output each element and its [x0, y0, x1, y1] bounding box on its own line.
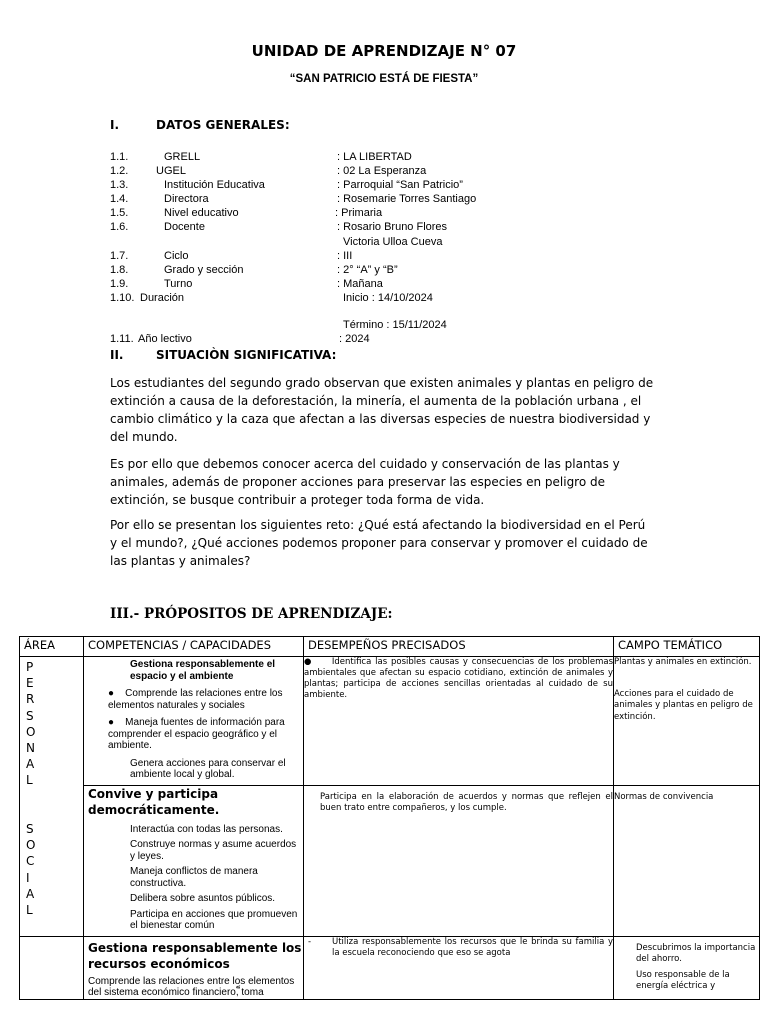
- row-value: : Rosemarie Torres Santiago: [337, 193, 477, 205]
- campo-item: Descubrimos la importancia del ahorro.: [636, 942, 756, 964]
- area-letter: O: [26, 838, 36, 853]
- general-data-row: [110, 193, 670, 207]
- competencia-cell: [84, 936, 304, 999]
- column-header-desempenos: DESEMPEÑOS PRECISADOS: [304, 637, 614, 657]
- row-number: 1.6.: [110, 221, 129, 233]
- capacidad-text: Maneja fuentes de información para comprender el espacio geográfico y el ambiente.: [108, 717, 285, 751]
- row-value: : 2° “A” y “B”: [337, 264, 398, 276]
- row-number: 1.9.: [110, 278, 129, 290]
- desempeno-item: [308, 937, 613, 959]
- capacidad-text: Comprende las relaciones entre los elementos naturales y sociales: [108, 688, 283, 711]
- row-number: 1.1.: [110, 151, 129, 163]
- row-value: : Primaria: [335, 207, 383, 219]
- area-letter: N: [26, 741, 35, 756]
- campo-cell: [614, 936, 760, 999]
- row-value: : Rosario Bruno Flores: [337, 221, 448, 233]
- competencia-title: Convive y participa democráticamente.: [88, 786, 220, 817]
- row-label: Ciclo: [164, 250, 189, 262]
- general-data-row: [110, 207, 670, 221]
- table-row: [20, 936, 760, 999]
- desempeno-cell: Participa en la elaboración de acuerdos y normas que reflejen el buen trato entre compañeros, y los cumple.: [304, 785, 614, 936]
- row-value: : 02 La Esperanza: [337, 165, 427, 177]
- area-letter: P: [26, 660, 34, 674]
- column-header-area: ÁREA: [20, 637, 84, 657]
- column-header-campo: CAMPO TEMÁTICO: [614, 637, 760, 657]
- capacidad-item: Genera acciones para conservar el ambiente local y global.: [130, 757, 286, 780]
- section-title: DATOS GENERALES:: [156, 118, 290, 132]
- row-number: 1.7.: [110, 250, 129, 262]
- general-data-row: [110, 151, 670, 165]
- bullet-icon: ●: [108, 688, 115, 699]
- row-number: 1.4.: [110, 193, 129, 205]
- learning-purposes-table: [19, 636, 760, 1000]
- row-value: : Mañana: [337, 278, 383, 290]
- area-letter: L: [26, 773, 33, 788]
- bullet-icon: ●: [304, 657, 313, 667]
- unit-title: UNIDAD DE APRENDIZAJE N° 07: [251, 42, 517, 60]
- section-number: II.: [110, 348, 124, 362]
- area-letter: S: [26, 708, 34, 723]
- row-label: Grado y sección: [164, 264, 244, 276]
- area-cell: [20, 936, 84, 999]
- row-label: GRELL: [164, 151, 201, 163]
- section-datos-generales-heading: [110, 118, 290, 132]
- row-number: 1.2.: [110, 165, 129, 177]
- capacidad-item: [84, 717, 303, 752]
- dash-icon: -: [308, 936, 312, 947]
- desempeno-text: Identifica las posibles causas y consecuencias de los problemas ambientales que afectan su espacio cotidiano, extinción de animales y plantas; participa de acciones sencillas orientadas al cuidado de su ambiente.: [304, 657, 614, 700]
- row-number: 1.5.: [110, 207, 129, 219]
- unit-subtitle: “SAN PATRICIO ESTÁ DE FIESTA”: [289, 73, 479, 85]
- area-letter: O: [26, 724, 36, 739]
- area-letter: A: [26, 886, 35, 901]
- area-vertical-label: [26, 659, 35, 918]
- capacidad-item: Delibera sobre asuntos públicos.: [130, 893, 276, 904]
- row-number: 1.3.: [110, 179, 129, 191]
- campo-cell: [614, 785, 760, 936]
- capacidad-item: Comprende las relaciones entre los elementos del sistema económico financiero, ็toma: [88, 975, 295, 998]
- general-data-row: [110, 278, 670, 292]
- desempeno-text: Utiliza responsablemente los recursos que le brinda su familia y la escuela reconociendo que eso se agota: [332, 936, 613, 958]
- campo-item: Normas de convivencia: [614, 791, 714, 802]
- row-value: : 2024: [339, 333, 370, 345]
- area-letter: E: [26, 676, 34, 691]
- row-label: UGEL: [156, 165, 186, 177]
- general-data-row: [110, 221, 670, 235]
- table-row: [20, 785, 760, 936]
- competencia-title: Gestiona responsablemente el espacio y el ambiente: [130, 659, 276, 682]
- general-data-row: [110, 292, 670, 306]
- situation-paragraph: Los estudiantes del segundo grado observan que existen animales y plantas en peligro de extinción a causa de la deforestación, la minería, el aumenta de la población urbana , el cambio climático y la caza que afectan a las diversas especies de nuestra biodiversidad y del mundo.: [110, 376, 654, 444]
- area-letter: R: [26, 692, 35, 707]
- row-label: Docente: [164, 221, 205, 233]
- general-data-row: [110, 333, 670, 347]
- general-data-row: [110, 179, 670, 193]
- row-label: Directora: [164, 193, 209, 205]
- row-number: 1.11.: [110, 333, 134, 345]
- desempeno-cell: [304, 657, 614, 786]
- area-spacer: [26, 805, 35, 821]
- campo-item: Acciones para el cuidado de animales y plantas en peligro de extinción.: [614, 688, 753, 722]
- area-letter: S: [26, 822, 34, 836]
- general-data-row: [110, 250, 670, 264]
- area-cell: [20, 657, 84, 937]
- general-data-row: [110, 319, 670, 333]
- situation-paragraph: Es por ello que debemos conocer acerca del cuidado y conservación de las plantas y animales, además de proponer acciones para preservar las especies en peligro de extinción, se busque contribuir a proteger toda forma de vida.: [110, 457, 620, 507]
- row-value: Término : 15/11/2024: [343, 319, 447, 331]
- row-value: : LA LIBERTAD: [337, 151, 412, 163]
- capacidad-item: Interactúa con todas las personas.: [130, 823, 283, 835]
- row-number: 1.8.: [110, 264, 129, 276]
- desempeno-cell: [304, 936, 614, 999]
- section-title: SITUACIÒN SIGNIFICATIVA:: [156, 348, 337, 362]
- capacidad-item: Maneja conflictos de manera constructiva.: [130, 866, 258, 889]
- row-number: 1.10.: [110, 292, 135, 304]
- section-number: I.: [110, 118, 120, 132]
- capacidad-item: Participa en acciones que promueven el bienestar común: [130, 908, 298, 931]
- column-header-competencias: COMPETENCIAS / CAPACIDADES: [84, 637, 304, 657]
- row-label: Duración: [140, 292, 185, 304]
- row-value: Inicio : 14/10/2024: [343, 292, 433, 304]
- area-letter: I: [26, 870, 30, 885]
- competencia-cell: [84, 785, 304, 936]
- capacidad-item: [84, 688, 303, 711]
- row-label: Institución Educativa: [164, 179, 265, 191]
- competencia-title: Gestiona responsablemente los recursos económicos: [88, 940, 302, 971]
- campo-cell: [614, 657, 760, 786]
- row-label: Turno: [164, 278, 193, 290]
- area-letter: C: [26, 854, 35, 869]
- section-situacion-heading: [110, 348, 336, 362]
- campo-item: Plantas y animales en extinción.: [614, 657, 752, 667]
- campo-item: Uso responsable de la energía eléctrica y: [636, 969, 730, 991]
- capacidad-item: Construye normas y asume acuerdos y leyes.: [130, 839, 297, 862]
- row-label: Nivel educativo: [164, 207, 239, 219]
- competencia-cell: [84, 657, 304, 786]
- area-letter: L: [26, 903, 33, 918]
- table-header-row: [20, 637, 760, 657]
- area-letter: A: [26, 757, 35, 772]
- situation-paragraph: Por ello se presentan los siguientes reto: ¿Qué está afectando la biodiversidad en el Perú y el mundo?, ¿Qué acciones podemos proponer para conservar y promover el cuidado de las plantas y animales?: [110, 518, 648, 568]
- table-row: [20, 657, 760, 786]
- section-propositos-heading: III.- PRÓPOSITOS DE APRENDIZAJE:: [110, 606, 393, 622]
- row-value: : Parroquial “San Patricio”: [337, 179, 463, 191]
- general-data-row: [110, 264, 670, 278]
- general-data-row: [110, 165, 670, 179]
- row-value: Victoria Ulloa Cueva: [343, 236, 443, 248]
- row-label: Año lectivo: [138, 333, 192, 345]
- bullet-icon: ●: [108, 717, 115, 728]
- area-spacer: [26, 789, 35, 805]
- general-data-row: [110, 236, 670, 250]
- row-value: : III: [337, 250, 353, 262]
